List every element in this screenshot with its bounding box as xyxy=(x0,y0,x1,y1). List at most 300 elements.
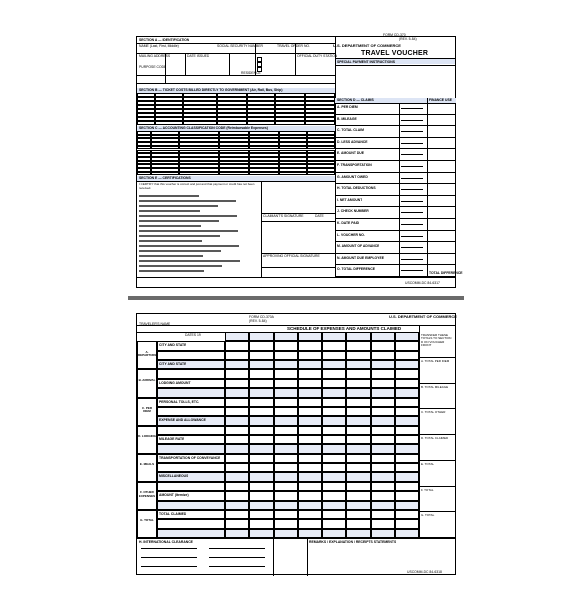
expense-cell[interactable] xyxy=(274,416,298,425)
expense-cell[interactable] xyxy=(225,388,249,397)
signature-line[interactable] xyxy=(141,566,197,567)
expense-cell[interactable] xyxy=(225,379,249,388)
row-group-cell xyxy=(137,426,157,454)
date-column-header[interactable] xyxy=(371,332,395,341)
expense-cell[interactable] xyxy=(298,369,322,378)
claim-amount-line xyxy=(401,247,423,248)
expense-cell[interactable] xyxy=(322,529,346,538)
expense-cell[interactable] xyxy=(346,351,370,360)
date-column-header[interactable] xyxy=(322,332,346,341)
expense-cell[interactable] xyxy=(395,463,419,472)
expense-cell[interactable] xyxy=(274,407,298,416)
expense-cell[interactable] xyxy=(225,482,249,491)
section-b-heading: SECTION B — TICKET COSTS BILLED DIRECTLY TO GOVERNMENT (Air, Rail, Bus, Ship) xyxy=(139,88,283,92)
expense-cell[interactable] xyxy=(322,472,346,481)
row-group-label: A. DEPARTURE xyxy=(138,350,156,358)
expense-cell[interactable] xyxy=(322,341,346,350)
total-note-text: F. TOTAL xyxy=(421,488,434,492)
expense-cell[interactable] xyxy=(371,519,395,528)
expense-cell[interactable] xyxy=(249,435,273,444)
expense-cell[interactable] xyxy=(298,426,322,435)
expense-cell[interactable] xyxy=(225,510,249,519)
expense-cell[interactable] xyxy=(371,510,395,519)
date-column-header[interactable] xyxy=(298,332,322,341)
expense-cell[interactable] xyxy=(298,398,322,407)
expense-cell[interactable] xyxy=(395,510,419,519)
field-duty-station-label: OFFICIAL DUTY STATION xyxy=(297,54,338,58)
text-line xyxy=(139,205,218,207)
expense-cell[interactable] xyxy=(395,426,419,435)
claim-line-label: N. AMOUNT DUE EMPLOYEE xyxy=(337,255,384,260)
accounting-code-cell[interactable] xyxy=(307,172,335,176)
expense-cell[interactable] xyxy=(274,491,298,500)
row-group-label: C. PER DIEM xyxy=(141,406,152,414)
agency-name-2: U.S. DEPARTMENT OF COMMERCE xyxy=(389,315,457,319)
expense-cell[interactable] xyxy=(298,491,322,500)
expense-cell[interactable] xyxy=(322,360,346,369)
expense-cell[interactable] xyxy=(225,454,249,463)
expense-cell[interactable] xyxy=(274,369,298,378)
expense-cell[interactable] xyxy=(322,369,346,378)
expense-cell[interactable] xyxy=(274,435,298,444)
date-column-header[interactable] xyxy=(225,332,249,341)
text-line xyxy=(139,260,240,262)
claim-amount-line xyxy=(401,201,423,202)
row-group-cell xyxy=(137,369,157,397)
claim-amount-line xyxy=(401,154,423,155)
expense-cell[interactable] xyxy=(371,407,395,416)
claim-line-label: L. VOUCHER NO. xyxy=(337,232,365,237)
expense-cell[interactable] xyxy=(298,435,322,444)
expense-cell[interactable] xyxy=(249,398,273,407)
claim-row[interactable] xyxy=(335,196,456,208)
dates-label: DATES 19 xyxy=(185,333,201,337)
expense-cell[interactable] xyxy=(395,407,419,416)
expense-cell[interactable] xyxy=(225,398,249,407)
expense-cell[interactable] xyxy=(249,501,273,510)
row-label-cell xyxy=(157,501,225,510)
total-note-text: TRANSFER THESE TOTALS TO SECTION D ON VOUCHER FRONT xyxy=(421,334,452,348)
expense-cell[interactable] xyxy=(395,351,419,360)
expense-cell[interactable] xyxy=(249,369,273,378)
expense-cell[interactable] xyxy=(249,491,273,500)
section-c-heading: SECTION C — ACCOUNTING CLASSIFICATION CODE (Reimbursable Expenses) xyxy=(139,126,268,130)
expense-cell[interactable] xyxy=(225,426,249,435)
expense-cell[interactable] xyxy=(274,482,298,491)
total-note-cell xyxy=(419,384,456,410)
signature-line[interactable] xyxy=(209,548,265,549)
expense-cell[interactable] xyxy=(249,510,273,519)
expense-cell[interactable] xyxy=(225,463,249,472)
expense-cell[interactable] xyxy=(371,369,395,378)
text-line xyxy=(139,245,239,247)
row-label-cell xyxy=(157,351,225,360)
expense-cell[interactable] xyxy=(249,351,273,360)
expense-cell[interactable] xyxy=(322,407,346,416)
expense-cell[interactable] xyxy=(225,351,249,360)
expense-cell[interactable] xyxy=(322,388,346,397)
expense-cell[interactable] xyxy=(395,482,419,491)
expense-cell[interactable] xyxy=(249,426,273,435)
expense-cell[interactable] xyxy=(395,360,419,369)
expense-cell[interactable] xyxy=(395,398,419,407)
expense-cell[interactable] xyxy=(249,463,273,472)
expense-cell[interactable] xyxy=(346,510,370,519)
signature-line[interactable] xyxy=(141,548,197,549)
expense-cell[interactable] xyxy=(274,341,298,350)
expense-cell[interactable] xyxy=(298,351,322,360)
expense-cell[interactable] xyxy=(274,529,298,538)
expense-cell[interactable] xyxy=(274,501,298,510)
expense-cell[interactable] xyxy=(371,351,395,360)
expense-cell[interactable] xyxy=(371,472,395,481)
section-a-heading: SECTION A — IDENTIFICATION xyxy=(139,38,190,42)
row-group-cell xyxy=(137,454,157,482)
expense-cell[interactable] xyxy=(346,444,370,453)
claim-amount-line xyxy=(401,270,423,271)
checkbox-travel-type-3[interactable] xyxy=(257,67,262,72)
text-line xyxy=(139,270,204,272)
footer-reference: USCOMM-DC 84-6317 xyxy=(405,281,440,285)
expense-cell[interactable] xyxy=(298,360,322,369)
claim-amount-line xyxy=(401,259,423,260)
date-column-header[interactable] xyxy=(274,332,298,341)
row-label-cell xyxy=(157,407,225,416)
claim-line-label: M. AMOUNT OF ADVANCE xyxy=(337,244,380,249)
expense-cell[interactable] xyxy=(249,482,273,491)
expense-cell[interactable] xyxy=(371,388,395,397)
signature-line[interactable] xyxy=(141,557,197,558)
expense-cell[interactable] xyxy=(298,379,322,388)
claim-row[interactable] xyxy=(335,184,456,196)
expense-cell[interactable] xyxy=(395,369,419,378)
expense-cell[interactable] xyxy=(322,519,346,528)
expense-cell[interactable] xyxy=(395,519,419,528)
accounting-code-cell[interactable] xyxy=(179,172,219,176)
date-column-header[interactable] xyxy=(249,332,273,341)
row-group-label: F. OTHER EXPENSES xyxy=(138,491,156,498)
expense-cell[interactable] xyxy=(274,379,298,388)
expense-cell[interactable] xyxy=(249,519,273,528)
expense-cell[interactable] xyxy=(371,341,395,350)
expense-cell[interactable] xyxy=(371,491,395,500)
schedule-row-label: MILEAGE RATE xyxy=(159,437,185,441)
schedule-row-label: AMOUNT (Itemize) xyxy=(159,493,189,498)
expense-cell[interactable] xyxy=(371,454,395,463)
expense-cell[interactable] xyxy=(249,388,273,397)
total-note-text: D. TOTAL CLAIMED xyxy=(421,437,449,440)
row-group-label: D. LODGING xyxy=(138,435,156,438)
total-note-cell xyxy=(419,332,456,358)
expense-cell[interactable] xyxy=(249,379,273,388)
claim-row[interactable] xyxy=(335,115,456,127)
accounting-code-cell[interactable] xyxy=(151,172,179,176)
expense-cell[interactable] xyxy=(322,454,346,463)
expense-cell[interactable] xyxy=(346,435,370,444)
expense-cell[interactable] xyxy=(274,360,298,369)
special-instructions-label: SPECIAL PAYMENT INSTRUCTIONS xyxy=(337,60,395,64)
expense-cell[interactable] xyxy=(322,501,346,510)
signature-line[interactable] xyxy=(209,566,265,567)
expense-cell[interactable] xyxy=(371,444,395,453)
expense-cell[interactable] xyxy=(322,510,346,519)
expense-cell[interactable] xyxy=(225,435,249,444)
expense-cell[interactable] xyxy=(346,529,370,538)
expense-cell[interactable] xyxy=(322,491,346,500)
total-note-cell xyxy=(419,409,456,435)
expense-cell[interactable] xyxy=(249,529,273,538)
claim-amount-line xyxy=(401,236,423,237)
expense-cell[interactable] xyxy=(298,519,322,528)
expense-cell[interactable] xyxy=(225,407,249,416)
expense-cell[interactable] xyxy=(249,407,273,416)
accounting-code-cell[interactable] xyxy=(279,172,307,176)
expense-cell[interactable] xyxy=(274,463,298,472)
text-line xyxy=(139,230,238,232)
expense-cell[interactable] xyxy=(346,360,370,369)
accounting-code-cell[interactable] xyxy=(219,172,249,176)
expense-cell[interactable] xyxy=(298,416,322,425)
expense-cell[interactable] xyxy=(371,463,395,472)
expense-cell[interactable] xyxy=(346,491,370,500)
claim-line-label: D. LESS ADVANCE xyxy=(337,139,368,144)
expense-cell[interactable] xyxy=(298,472,322,481)
schedule-row-label: LODGING AMOUNT xyxy=(159,380,191,385)
expense-cell[interactable] xyxy=(371,501,395,510)
expense-cell[interactable] xyxy=(346,398,370,407)
claim-row[interactable] xyxy=(335,138,456,150)
row-label-cell xyxy=(157,463,225,472)
page-divider xyxy=(128,296,464,300)
expense-cell[interactable] xyxy=(322,351,346,360)
expense-cell[interactable] xyxy=(298,388,322,397)
claim-line-label: O. TOTAL DIFFERENCE xyxy=(337,267,376,272)
expense-cell[interactable] xyxy=(371,416,395,425)
text-line xyxy=(139,235,220,237)
claim-row[interactable] xyxy=(335,242,456,254)
expense-cell[interactable] xyxy=(249,472,273,481)
row-label-cell xyxy=(157,519,225,528)
expense-cell[interactable] xyxy=(322,379,346,388)
schedule-row-label: CITY AND STATE xyxy=(159,362,187,367)
claim-row[interactable] xyxy=(335,254,456,266)
claim-amount-line xyxy=(401,178,423,179)
row-group-label: B. ARRIVAL xyxy=(138,378,156,382)
finance-use-label: FINANCE USE xyxy=(429,98,452,102)
date-column-header[interactable] xyxy=(395,332,419,341)
claim-row[interactable] xyxy=(335,161,456,173)
expense-cell[interactable] xyxy=(395,341,419,350)
text-line xyxy=(139,255,203,257)
expense-cell[interactable] xyxy=(249,341,273,350)
expense-cell[interactable] xyxy=(225,360,249,369)
expense-cell[interactable] xyxy=(322,398,346,407)
expense-cell[interactable] xyxy=(274,454,298,463)
expense-cell[interactable] xyxy=(346,501,370,510)
signature-line[interactable] xyxy=(209,557,265,558)
claim-line-label: B. MILEAGE xyxy=(337,116,357,121)
expense-cell[interactable] xyxy=(346,482,370,491)
accounting-code-cell[interactable] xyxy=(249,172,279,176)
ticket-cost-cell[interactable] xyxy=(275,121,305,125)
expense-cell[interactable] xyxy=(346,388,370,397)
claim-row[interactable] xyxy=(335,103,456,115)
expense-cell[interactable] xyxy=(274,388,298,397)
expense-cell[interactable] xyxy=(346,426,370,435)
expense-cell[interactable] xyxy=(395,444,419,453)
claim-line-label: G. AMOUNT OWED xyxy=(337,174,368,179)
expense-cell[interactable] xyxy=(346,341,370,350)
expense-cell[interactable] xyxy=(322,416,346,425)
expense-cell[interactable] xyxy=(298,501,322,510)
expense-cell[interactable] xyxy=(274,472,298,481)
expense-cell[interactable] xyxy=(322,482,346,491)
expense-cell[interactable] xyxy=(298,529,322,538)
expense-cell[interactable] xyxy=(395,416,419,425)
claim-row[interactable] xyxy=(335,126,456,138)
claim-amount-line xyxy=(401,108,423,109)
schedule-of-expenses-form xyxy=(136,313,456,575)
expense-cell[interactable] xyxy=(346,454,370,463)
agency-name: U.S. DEPARTMENT OF COMMERCE xyxy=(333,44,401,48)
text-line xyxy=(139,210,200,212)
expense-cell[interactable] xyxy=(395,529,419,538)
claim-row[interactable] xyxy=(335,231,456,243)
schedule-row-label: MISCELLANEOUS xyxy=(159,474,189,479)
expense-cell[interactable] xyxy=(225,501,249,510)
expense-cell[interactable] xyxy=(322,444,346,453)
expense-cell[interactable] xyxy=(395,379,419,388)
claim-line-label: I. NET AMOUNT xyxy=(337,197,363,202)
expense-cell[interactable] xyxy=(395,491,419,500)
expense-cell[interactable] xyxy=(395,454,419,463)
expense-cell[interactable] xyxy=(249,454,273,463)
footer-reference-2: USCOMM-DC 84-6318 xyxy=(407,570,442,574)
total-note-text: B. TOTAL MILEAGE xyxy=(421,385,449,389)
expense-cell[interactable] xyxy=(225,444,249,453)
row-label-cell xyxy=(157,388,225,397)
expense-cell[interactable] xyxy=(395,435,419,444)
field-date-issued-label: DATE ISSUED xyxy=(187,54,210,58)
expense-cell[interactable] xyxy=(298,463,322,472)
claim-amount-line xyxy=(401,224,423,225)
expense-cell[interactable] xyxy=(346,519,370,528)
claim-line-label: E. AMOUNT DUE xyxy=(337,151,364,156)
total-note-text: C. TOTAL OTHER xyxy=(421,411,446,415)
expense-cell[interactable] xyxy=(346,369,370,378)
expense-cell[interactable] xyxy=(395,472,419,481)
expense-cell[interactable] xyxy=(298,510,322,519)
ticket-cost-cell[interactable] xyxy=(137,121,155,125)
expense-cell[interactable] xyxy=(274,351,298,360)
expense-cell[interactable] xyxy=(225,529,249,538)
expense-cell[interactable] xyxy=(249,360,273,369)
expense-cell[interactable] xyxy=(346,407,370,416)
expense-cell[interactable] xyxy=(298,407,322,416)
form-reference: FORM CD-370 xyxy=(383,33,406,37)
text-line xyxy=(139,265,222,267)
remarks-label: REMARKS / EXPLANATION / RECEIPTS STATEMENTS xyxy=(309,540,397,544)
expense-cell[interactable] xyxy=(346,379,370,388)
expense-cell[interactable] xyxy=(298,482,322,491)
expense-cell[interactable] xyxy=(274,510,298,519)
total-note-text: E. TOTAL xyxy=(421,462,435,466)
ticket-cost-cell[interactable] xyxy=(217,121,247,125)
section-d-heading: SECTION D — CLAIMS xyxy=(337,98,374,102)
ticket-cost-cell[interactable] xyxy=(305,121,335,125)
expense-cell[interactable] xyxy=(225,519,249,528)
total-note-cell xyxy=(419,461,456,487)
claim-line-label: H. TOTAL DEDUCTIONS xyxy=(337,186,376,191)
claim-amount-line xyxy=(401,131,423,132)
expense-cell[interactable] xyxy=(274,444,298,453)
claim-row[interactable] xyxy=(335,219,456,231)
expense-cell[interactable] xyxy=(371,379,395,388)
expense-cell[interactable] xyxy=(395,501,419,510)
expense-cell[interactable] xyxy=(371,482,395,491)
form-reference-note-2: (REV. 5-84) xyxy=(249,319,267,323)
expense-cell[interactable] xyxy=(298,341,322,350)
expense-cell[interactable] xyxy=(371,360,395,369)
expense-cell[interactable] xyxy=(225,472,249,481)
expense-cell[interactable] xyxy=(225,369,249,378)
expense-cell[interactable] xyxy=(371,398,395,407)
expense-cell[interactable] xyxy=(274,398,298,407)
total-note-cell xyxy=(419,435,456,461)
claim-amount-line xyxy=(401,189,423,190)
schedule-row-label: TRANSPORTATION OF CONVEYANCE xyxy=(159,455,221,460)
claim-line-label: K. DATE PAID xyxy=(337,221,360,225)
accounting-code-cell[interactable] xyxy=(137,172,151,176)
expense-cell[interactable] xyxy=(346,463,370,472)
expense-cell[interactable] xyxy=(371,529,395,538)
date-column-header[interactable] xyxy=(346,332,370,341)
total-note-text: A. TOTAL PER DIEM xyxy=(421,359,450,363)
expense-cell[interactable] xyxy=(395,388,419,397)
expense-cell[interactable] xyxy=(225,491,249,500)
expense-cell[interactable] xyxy=(274,519,298,528)
text-line xyxy=(139,200,236,202)
expense-cell[interactable] xyxy=(225,416,249,425)
claim-row[interactable] xyxy=(335,149,456,161)
text-line xyxy=(139,250,221,252)
expense-cell[interactable] xyxy=(249,444,273,453)
field-residence-label: RESIDENCE xyxy=(241,71,261,75)
ticket-cost-cell[interactable] xyxy=(155,121,183,125)
expense-cell[interactable] xyxy=(346,472,370,481)
expense-cell[interactable] xyxy=(249,416,273,425)
expense-cell[interactable] xyxy=(371,426,395,435)
ticket-cost-cell[interactable] xyxy=(247,121,275,125)
text-line xyxy=(139,220,219,222)
text-line xyxy=(139,225,201,227)
claim-row[interactable] xyxy=(335,173,456,185)
claim-row[interactable] xyxy=(335,207,456,219)
expense-cell[interactable] xyxy=(298,454,322,463)
expense-cell[interactable] xyxy=(322,426,346,435)
ticket-cost-cell[interactable] xyxy=(183,121,217,125)
text-line xyxy=(139,215,237,217)
expense-cell[interactable] xyxy=(322,435,346,444)
expense-cell[interactable] xyxy=(298,444,322,453)
expense-cell[interactable] xyxy=(322,463,346,472)
expense-cell[interactable] xyxy=(225,341,249,350)
form-reference-note: (REV. 5-84) xyxy=(399,37,417,41)
total-note-cell xyxy=(419,487,456,513)
expense-cell[interactable] xyxy=(274,426,298,435)
expense-cell[interactable] xyxy=(371,435,395,444)
expense-cell[interactable] xyxy=(346,416,370,425)
